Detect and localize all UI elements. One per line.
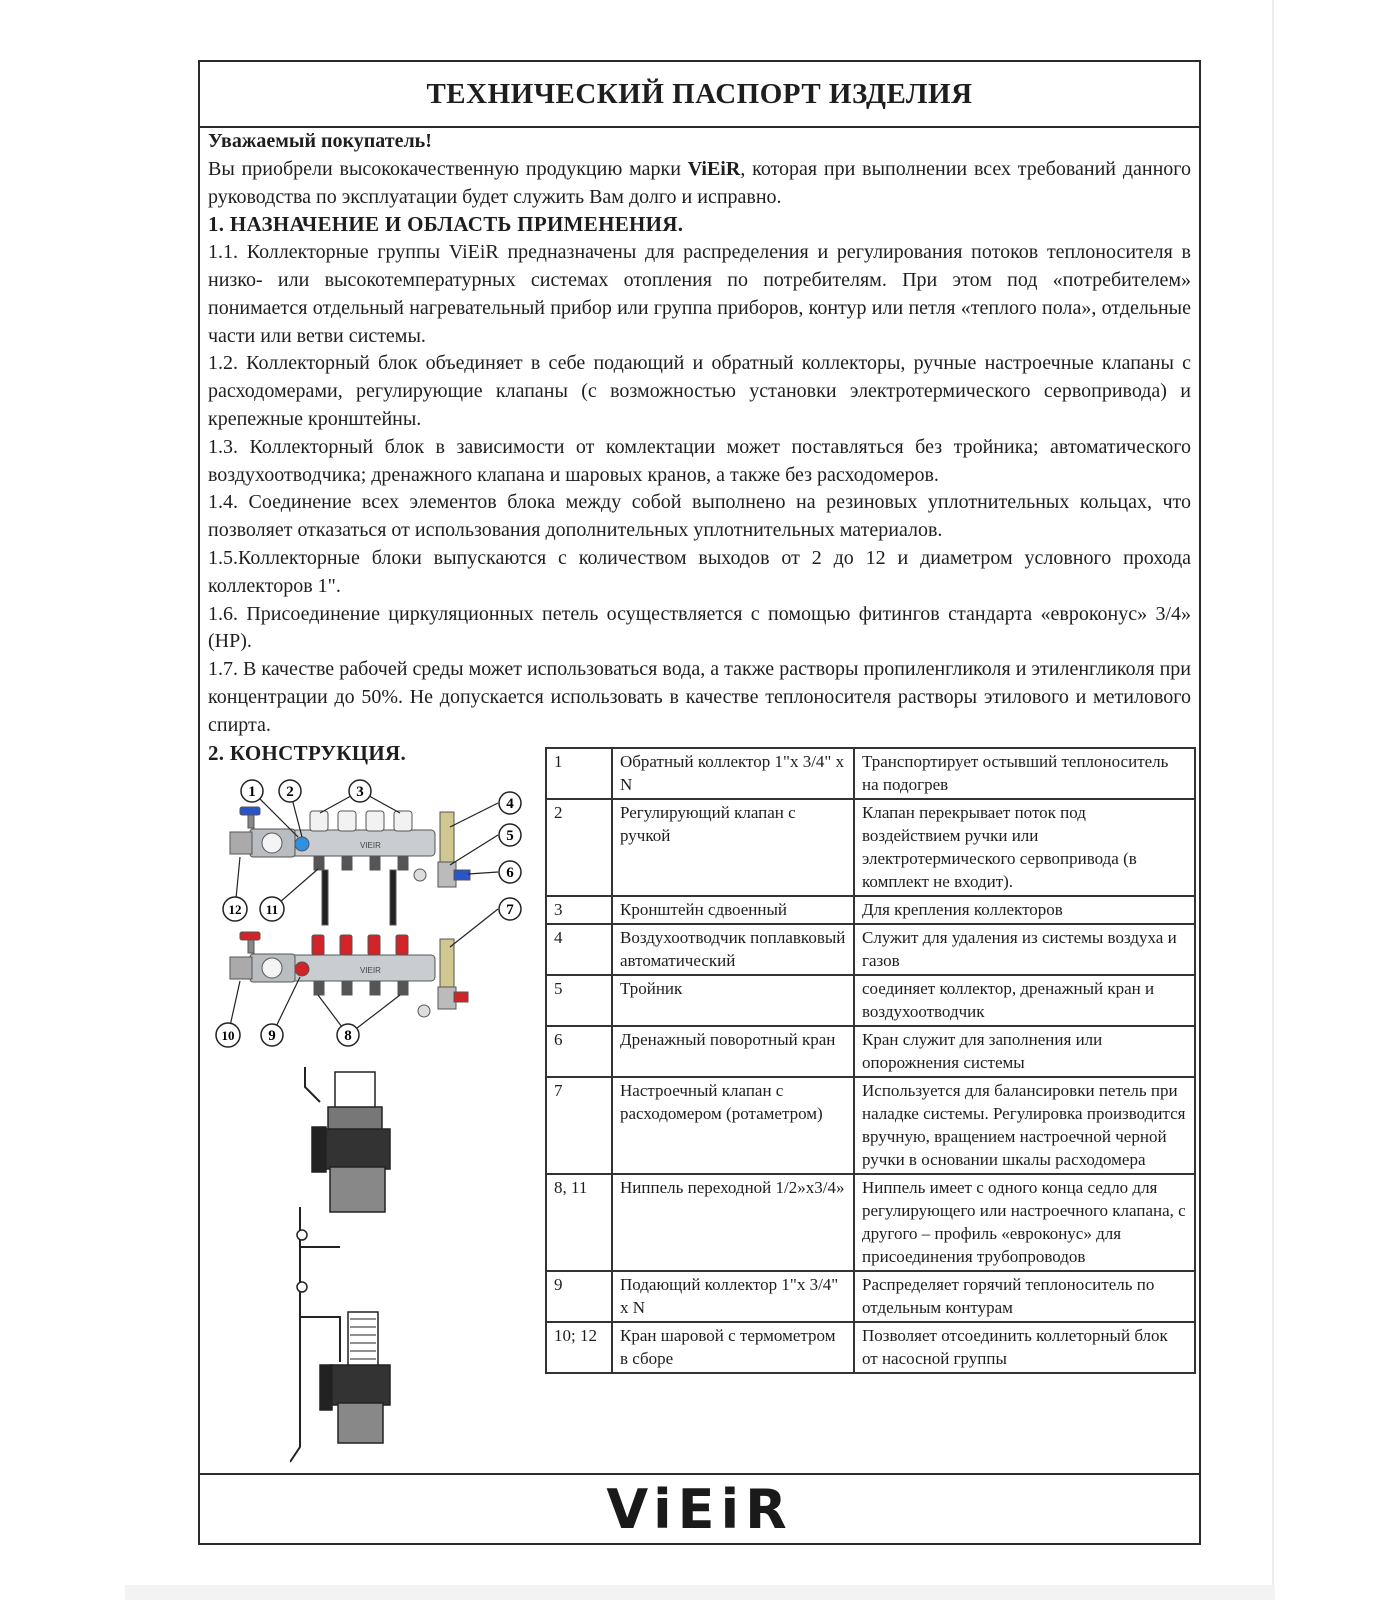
callout-9 <box>261 1024 283 1046</box>
row-number: 8, 11 <box>546 1174 612 1271</box>
manifold-label-bottom: VIEIR <box>360 966 381 975</box>
document-frame <box>198 60 1201 1545</box>
svg-text:9: 9 <box>268 1028 276 1044</box>
component-description: Для крепления коллекторов <box>854 896 1195 924</box>
component-name: Воздухоотводчик поплавковый автоматический <box>612 924 854 975</box>
intro-paragraph <box>208 156 1191 212</box>
row-number: 4 <box>546 924 612 975</box>
component-description: Служит для удаления из системы воздуха и газов <box>854 924 1195 975</box>
component-name: Кран шаровой с термометром в сборе <box>612 1322 854 1373</box>
row-number: 3 <box>546 896 612 924</box>
row-number: 2 <box>546 799 612 896</box>
callout-11 <box>260 897 284 921</box>
component-description: Кран служит для заполнения или опорожнения системы <box>854 1026 1195 1077</box>
callout-7 <box>499 898 521 920</box>
row-number: 6 <box>546 1026 612 1077</box>
paragraph-1-2: 1.2. Коллекторный блок объединяет в себе подающий и обратный коллекторы, ручные настроечные клапаны с расходомерами, регулирующие клапаны (с возможностью установки электротермического сервопривода) и крепежные кронштейны. <box>208 352 1191 430</box>
manifold-side-schematic-icon <box>290 1067 450 1467</box>
component-name: Регулирующий клапан с ручкой <box>612 799 854 896</box>
svg-text:11: 11 <box>265 902 279 917</box>
page-bottom-shadow <box>125 1585 1275 1600</box>
brand-logo: ViEiR <box>606 1477 793 1541</box>
table-row <box>546 748 1195 799</box>
footer <box>200 1473 1199 1543</box>
svg-text:12: 12 <box>228 902 242 917</box>
paragraph-1-4: 1.4. Соединение всех элементов блока между собой выполнено на резиновых уплотнительных кольцах, что позволяет отказаться от использования дополнительных уплотнительных материалов. <box>208 491 1191 542</box>
svg-text:8: 8 <box>344 1028 352 1044</box>
row-number: 10; 12 <box>546 1322 612 1373</box>
svg-text:5: 5 <box>506 828 514 844</box>
component-name: Обратный коллектор 1"x 3/4" x N <box>612 748 854 799</box>
component-description: Используется для балансировки петель при наладке системы. Регулировка производится вручную, вращением настроечной черной ручки в основании шкалы расходомера <box>854 1077 1195 1174</box>
greeting: Уважаемый покупатель! <box>208 130 432 152</box>
table-row <box>546 1271 1195 1322</box>
svg-text:10: 10 <box>221 1028 235 1043</box>
intro-before: Вы приобрели высококачественную продукцию марки <box>208 157 688 180</box>
row-number: 5 <box>546 975 612 1026</box>
table-row <box>546 1174 1195 1271</box>
page-edge <box>1272 0 1274 1600</box>
paragraph-1-6: 1.6. Присоединение циркуляционных петель осуществляется с помощью фитингов стандарта «евроконус» 3/4» (НР). <box>208 602 1191 653</box>
intro-brand: ViEiR <box>687 157 741 180</box>
component-name: Тройник <box>612 975 854 1026</box>
section1-heading: 1. НАЗНАЧЕНИЕ И ОБЛАСТЬ ПРИМЕНЕНИЯ. <box>208 212 684 237</box>
svg-text:6: 6 <box>506 865 514 881</box>
callout-4 <box>499 792 521 814</box>
table-row <box>546 1077 1195 1174</box>
components-table <box>545 747 1196 1374</box>
component-description: Транспортирует остывший теплоноситель на подогрев <box>854 748 1195 799</box>
svg-text:4: 4 <box>506 796 514 812</box>
callout-8 <box>337 1024 359 1046</box>
manifold-assembly-icon <box>210 767 545 1057</box>
intro-after: , которая при выполнении всех требований данного руководства по эксплуатации будет служить Вам долго и исправно. <box>208 157 1191 208</box>
callout-6 <box>499 861 521 883</box>
callout-3 <box>349 780 371 802</box>
row-number: 1 <box>546 748 612 799</box>
paragraph-1-5: 1.5.Коллекторные блоки выпускаются с количеством выходов от 2 до 12 и диаметром условного прохода коллекторов 1". <box>208 546 1191 597</box>
component-description: Распределяет горячий теплоноситель по отдельным контурам <box>854 1271 1195 1322</box>
components-table-body <box>546 748 1195 1373</box>
callout-12 <box>223 897 247 921</box>
component-name: Кронштейн сдвоенный <box>612 896 854 924</box>
row-number: 9 <box>546 1271 612 1322</box>
svg-text:2: 2 <box>286 784 294 800</box>
callout-10 <box>216 1023 240 1047</box>
component-name: Подающий коллектор 1"x 3/4" x N <box>612 1271 854 1322</box>
manifold-label-top: VIEIR <box>360 841 381 850</box>
svg-text:1: 1 <box>248 784 256 800</box>
table-row <box>546 896 1195 924</box>
callout-5 <box>499 824 521 846</box>
paragraph-1-1: 1.1. Коллекторные группы ViEiR предназначены для распределения и регулирования потоков теплоносителя в низко- или высокотемпературных системах отопления по потребителям. При этом под «потребителем» понимается отдельный нагревательный прибор или группа приборов, контур или петля «теплого пола», отдельные части или ветви системы. <box>208 241 1191 347</box>
svg-text:3: 3 <box>356 784 364 800</box>
page-title: ТЕХНИЧЕСКИЙ ПАСПОРТ ИЗДЕЛИЯ <box>426 77 973 110</box>
paragraph-1-3: 1.3. Коллекторный блок в зависимости от комлектации может поставляться без тройника; автоматического воздухоотводчика; дренажного клапана и шаровых кранов, а также без расходомеров. <box>208 435 1191 486</box>
title-box <box>200 62 1199 128</box>
svg-text:7: 7 <box>506 902 514 918</box>
callout-2 <box>279 780 301 802</box>
table-row <box>546 975 1195 1026</box>
component-name: Ниппель переходной 1/2»x3/4» <box>612 1174 854 1271</box>
document-body <box>208 128 1191 767</box>
table-row <box>546 1322 1195 1373</box>
section2-heading: 2. КОНСТРУКЦИЯ. <box>208 740 407 765</box>
component-description: Позволяет отсоединить коллеторный блок от насосной группы <box>854 1322 1195 1373</box>
component-description: Ниппель имеет с одного конца седло для регулирующего или настроечного клапана, с другого – профиль «евроконус» для присоединения трубопроводов <box>854 1174 1195 1271</box>
component-name: Настроечный клапан с расходомером (ротаметром) <box>612 1077 854 1174</box>
row-number: 7 <box>546 1077 612 1174</box>
component-description: соединяет коллектор, дренажный кран и воздухоотводчик <box>854 975 1195 1026</box>
callout-1 <box>241 780 263 802</box>
component-description: Клапан перекрывает поток под воздействием ручки или электротермического сервопривода (в комплект не входит). <box>854 799 1195 896</box>
table-row <box>546 799 1195 896</box>
paragraph-1-7: 1.7. В качестве рабочей среды может использоваться вода, а также растворы пропиленгликоля и этиленгликоля при концентрации до 50%. Не допускается использовать в качестве теплоносителя растворы этилового и метилового спирта. <box>208 658 1191 736</box>
table-row <box>546 1026 1195 1077</box>
table-row <box>546 924 1195 975</box>
component-name: Дренажный поворотный кран <box>612 1026 854 1077</box>
